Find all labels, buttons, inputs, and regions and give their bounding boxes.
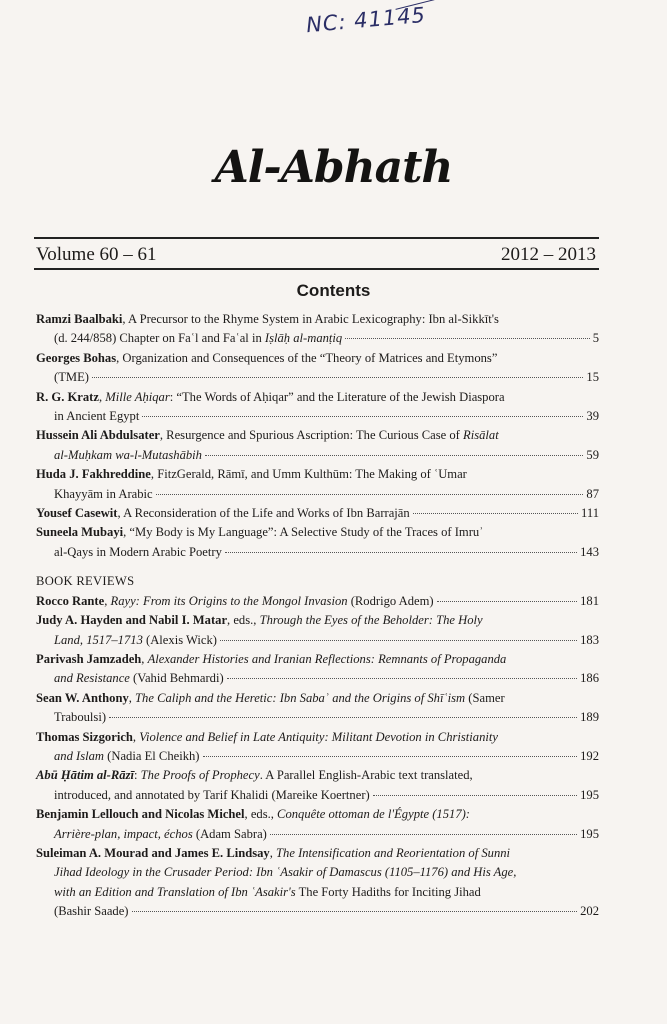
review-page: 192 (580, 748, 599, 763)
entry-page: 5 (592, 331, 599, 346)
review-sep: , (104, 593, 111, 608)
review-book-title: Violence and Belief in Late Antiquity: Militant Devotion in Christianity (139, 729, 498, 744)
entry-title: , A Precursor to the Rhyme System in Arabic Lexicography: Ibn al-Sikkīt's (122, 312, 499, 326)
leader-dots (220, 640, 577, 641)
entry-page: 59 (586, 447, 599, 462)
review-book-title-cont: The Forty Hadiths for Inciting Jihad (295, 884, 481, 899)
entry-title-italic: Risālat (463, 428, 499, 443)
review-author: Abū Ḥātim al-Rāzī (36, 768, 134, 783)
review-book-title: The Caliph and the Heretic: Ibn Sabaʾ and the Origins of Shīʿism (135, 690, 466, 705)
review-book-title-cont: and Resistance (54, 671, 130, 686)
review-description: . A Parallel English-Arabic text translated, (259, 768, 473, 783)
leader-dots (227, 678, 577, 679)
review-page: 186 (580, 671, 599, 686)
review-book-title: The Proofs of Prophecy (140, 768, 260, 783)
review-book-title: Rayy: From its Origins to the Mongol Invasion (110, 593, 348, 608)
review-reviewer: (Alexis Wick) (142, 632, 217, 647)
entry-title: , A Reconsideration of the Life and Works of Ibn Barrajān (117, 506, 410, 521)
leader-dots (345, 338, 589, 339)
review-page: 183 (580, 632, 599, 647)
review-entry[interactable] (36, 805, 599, 844)
review-entry[interactable] (36, 650, 599, 689)
review-page: 181 (580, 593, 599, 608)
entry-title-cont: (TME) (54, 370, 89, 385)
entry-author: R. G. Kratz (36, 389, 99, 404)
review-sep: , (269, 845, 277, 860)
entry-title-cont: (d. 244/858) Chapter on Faʿl and Faʿal in (54, 331, 265, 346)
review-book-title-cont: and Islam (54, 748, 105, 763)
review-book-title: Conquête ottoman de l'Égypte (1517): (277, 807, 470, 822)
entry-author: Hussein Ali Abdulsater (36, 428, 160, 443)
journal-title: Al-Abhath (214, 142, 453, 193)
entry-title-italic: Iṣlāḥ al-manṭiq (264, 331, 343, 346)
review-sep: , eds., (244, 807, 278, 822)
volume-years: 2012 – 2013 (501, 244, 596, 265)
review-sep: , (141, 651, 148, 666)
entry-page: 143 (580, 544, 599, 559)
entry-page: 87 (586, 486, 599, 501)
review-author: Parivash Jamzadeh (36, 651, 142, 666)
toc-entry[interactable] (36, 388, 599, 427)
review-author: Rocco Rante (36, 593, 105, 608)
review-page: 195 (580, 826, 599, 841)
review-entry[interactable] (36, 689, 599, 728)
leader-dots (203, 756, 578, 757)
review-reviewer: (Rodrigo Adem) (347, 593, 434, 608)
header-rule-top (34, 237, 599, 239)
volume-number: Volume 60 – 61 (36, 244, 157, 265)
leader-dots (109, 717, 577, 718)
review-reviewer: (Samer (465, 690, 505, 705)
review-entry[interactable] (36, 592, 599, 611)
review-sep: , (132, 729, 140, 744)
entry-title: , Resurgence and Spurious Ascription: The Curious Case of (159, 428, 464, 443)
review-book-title-cont: with an Edition and Translation of Ibn ʿAsakir's (54, 884, 296, 899)
review-description-cont: introduced, and annotated by Tarif Khalidi (Mareike Koertner) (54, 787, 370, 802)
header-rule-bottom (34, 268, 599, 270)
review-book-title-cont: Land, 1517–1713 (54, 632, 143, 647)
entry-title: : “The Words of Aḥiqar” and the Literature of the Jewish Diaspora (169, 389, 505, 404)
toc-entry[interactable] (36, 426, 599, 465)
entry-author: Huda J. Fakhreddine (36, 467, 151, 482)
entry-title-italic: al-Muḥkam wa-l-Mutashābih (54, 447, 202, 462)
review-reviewer: (Adam Sabra) (192, 826, 267, 841)
toc-entry[interactable] (36, 504, 599, 523)
review-book-title: Through the Eyes of the Beholder: The Holy (259, 613, 483, 628)
review-sep: , eds., (227, 613, 260, 628)
entry-title-cont: al-Qays in Modern Arabic Poetry (54, 544, 222, 559)
review-reviewer: (Bashir Saade) (54, 904, 129, 919)
review-author: Suleiman A. Mourad and James E. Lindsay (36, 845, 270, 860)
review-book-title: Alexander Histories and Iranian Reflections: Remnants of Propaganda (147, 651, 507, 666)
toc-entry[interactable] (36, 465, 599, 504)
leader-dots (92, 377, 583, 378)
leader-dots (142, 416, 583, 417)
review-reviewer: (Nadia El Cheikh) (104, 748, 200, 763)
review-author: Thomas Sizgorich (36, 729, 133, 744)
review-page: 202 (580, 904, 599, 919)
review-entry[interactable] (36, 844, 599, 922)
leader-dots (156, 494, 584, 495)
review-reviewer-cont: Traboulsi) (54, 710, 107, 725)
review-entry[interactable] (36, 766, 599, 805)
review-page: 195 (580, 787, 599, 802)
review-entry[interactable] (36, 611, 599, 650)
table-of-contents (36, 310, 599, 922)
leader-dots (270, 834, 577, 835)
review-book-title: The Intensification and Reorientation of Sunni (276, 845, 511, 860)
review-page: 189 (580, 710, 599, 725)
leader-dots (413, 513, 578, 514)
entry-author: Ramzi Baalbaki (36, 312, 123, 326)
entry-title: , FitzGerald, Rāmī, and Umm Kulthūm: The Making of ʿUmar (150, 467, 467, 482)
toc-entry[interactable] (36, 310, 599, 349)
leader-dots (225, 552, 577, 553)
entry-sep: , (98, 389, 106, 404)
entry-title-cont: Khayyām in Arabic (54, 486, 153, 501)
contents-heading: Contents (296, 281, 371, 300)
book-reviews-heading: BOOK REVIEWS (36, 574, 135, 589)
review-entry[interactable] (36, 728, 599, 767)
entry-author: Suneela Mubayi (36, 525, 124, 540)
entry-title-italic: Mille Aḥiqar (105, 389, 170, 404)
entry-page: 111 (581, 506, 599, 521)
review-reviewer: (Vahid Behmardi) (129, 671, 224, 686)
review-sep: , (128, 690, 136, 705)
toc-entry[interactable] (36, 349, 599, 388)
entry-author: Georges Bohas (36, 350, 117, 365)
leader-dots (373, 795, 577, 796)
review-sep: : (133, 768, 141, 783)
review-book-title-cont: Arrière-plan, impact, échos (54, 826, 193, 841)
entry-title-cont: in Ancient Egypt (54, 409, 140, 424)
review-author: Sean W. Anthony (36, 690, 129, 705)
entry-page: 39 (586, 409, 599, 424)
entry-author: Yousef Casewit (36, 506, 118, 521)
entry-page: 15 (586, 370, 599, 385)
handwritten-catalog-note: NC: 41145 (305, 2, 427, 38)
review-book-title-cont: Jihad Ideology in the Crusader Period: Ibn ʿAsakir of Damascus (1105–1176) and His Age, (54, 865, 517, 880)
entry-title: , “My Body is My Language”: A Selective Study of the Traces of Imruʾ (123, 525, 484, 540)
leader-dots (437, 601, 578, 602)
review-author: Benjamin Lellouch and Nicolas Michel (36, 807, 245, 822)
toc-entry[interactable] (36, 523, 599, 562)
leader-dots (132, 911, 578, 912)
entry-title: , Organization and Consequences of the “Theory of Matrices and Etymons” (116, 350, 498, 365)
review-author: Judy A. Hayden and Nabil I. Matar (36, 613, 228, 628)
leader-dots (205, 455, 583, 456)
